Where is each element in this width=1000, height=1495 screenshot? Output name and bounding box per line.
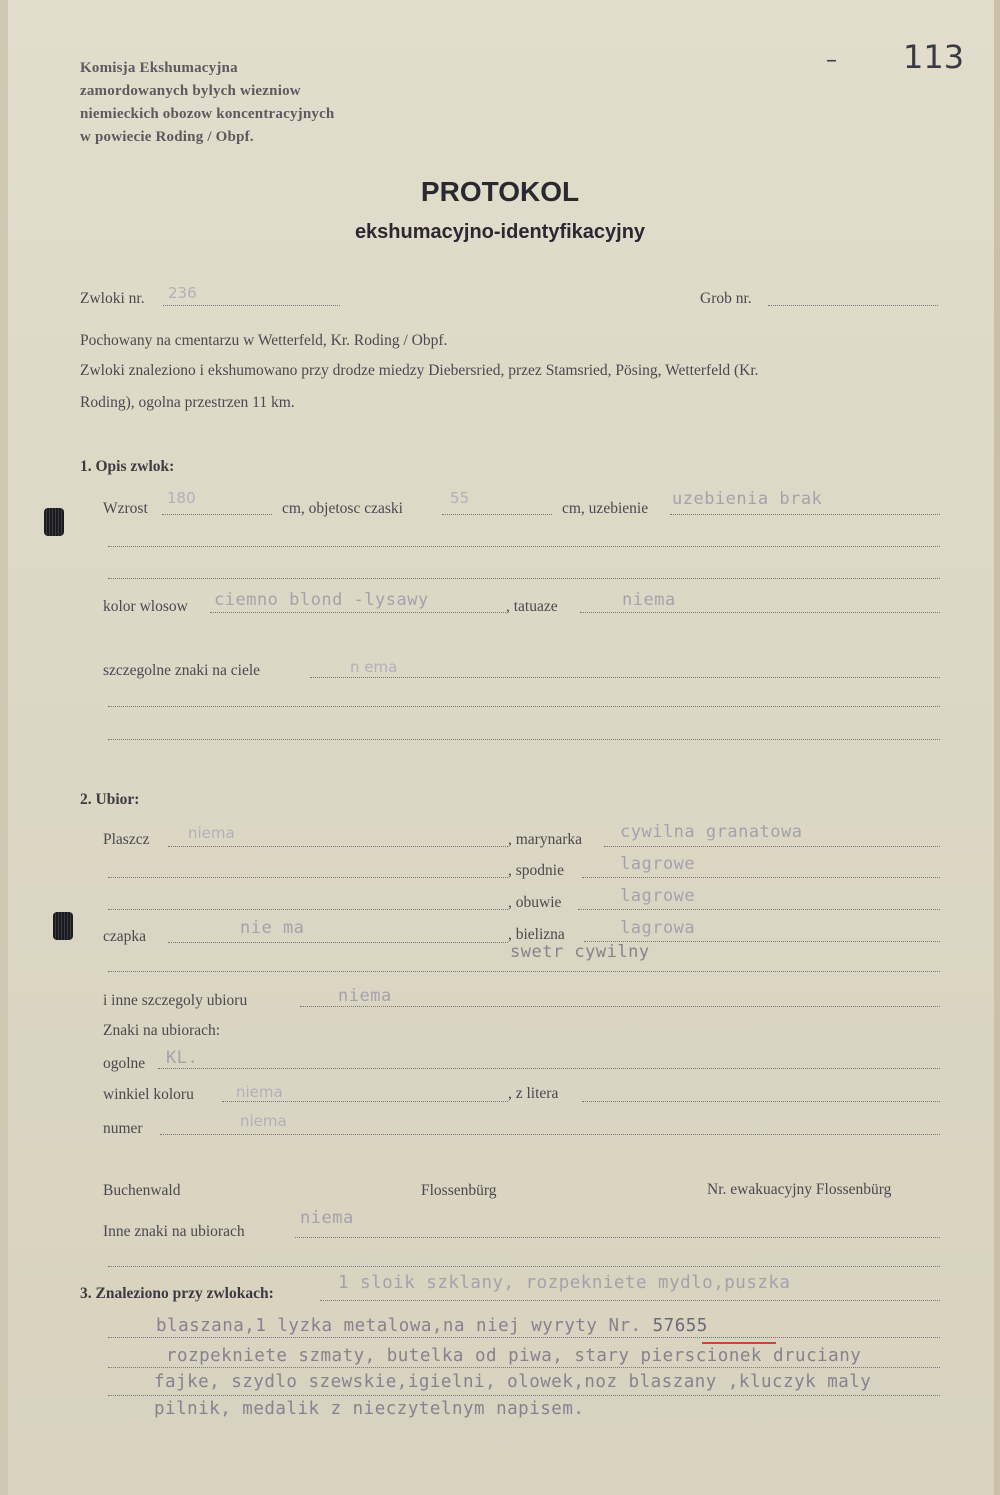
spodnie-line <box>582 877 940 878</box>
ogolne-line <box>158 1068 940 1069</box>
obuwie-label: , obuwie <box>508 894 562 911</box>
inne-znaki-label: Inne znaki na ubiorach <box>103 1223 245 1240</box>
binder-hole-mark <box>44 508 64 536</box>
winkiel-line <box>222 1101 508 1102</box>
buchenwald-label: Buchenwald <box>103 1182 181 1199</box>
zwloki-line <box>163 305 340 306</box>
tatuaze-line <box>580 612 940 613</box>
marynarka-line <box>604 846 940 847</box>
blank-line <box>108 739 940 740</box>
czapka-label: czapka <box>103 928 147 945</box>
bielizna-value: lagrowa <box>620 918 696 938</box>
czaszka-line <box>442 514 552 515</box>
tatuaze-value: niema <box>622 590 676 610</box>
numer-value: niema <box>240 1112 287 1130</box>
zwloki-label: Zwloki nr. <box>80 290 145 307</box>
inne-znaki-value: niema <box>300 1208 354 1228</box>
wzrost-line <box>162 514 272 515</box>
obuwie-value: lagrowe <box>620 886 696 906</box>
found-items-line-2 <box>156 1316 708 1336</box>
winkiel-label: winkiel koloru <box>103 1086 194 1103</box>
uzebienie-label: cm, uzebienie <box>562 500 649 517</box>
winkiel-value: niema <box>236 1083 283 1101</box>
uzebienie-value: uzebienia brak <box>672 489 823 509</box>
header-line-1: Komisja Ekshumacyjna <box>80 60 238 76</box>
red-underline <box>702 1342 776 1344</box>
grob-label: Grob nr. <box>700 290 752 307</box>
header-line-3: niemieckich obozow koncentracyjnych <box>80 106 335 122</box>
litera-line <box>582 1101 940 1102</box>
tatuaze-label: , tatuaze <box>506 598 558 615</box>
zwloki-value: 236 <box>168 284 197 302</box>
found-line <box>108 1337 940 1338</box>
znaki-cialo-line <box>310 677 940 678</box>
found-line <box>320 1300 940 1301</box>
section-1-heading: 1. Opis zwlok: <box>80 458 175 475</box>
wlosy-value: ciemno blond -lysawy <box>214 590 429 610</box>
czapka-line <box>168 942 508 943</box>
section-2-heading: 2. Ubior: <box>80 791 140 808</box>
znaki-cialo-label: szczegolne znaki na ciele <box>103 662 261 679</box>
blank-line <box>108 706 940 707</box>
inne-szczegoly-line <box>300 1006 940 1007</box>
czaszka-value: 55 <box>450 489 470 507</box>
numer-line <box>160 1134 940 1135</box>
sweter-value: swetr cywilny <box>510 942 650 962</box>
inne-szczegoly-value: niema <box>338 986 392 1006</box>
obuwie-line <box>578 909 940 910</box>
found-line <box>108 1395 940 1396</box>
header-line-2: zamordowanych bylych wiezniow <box>80 83 301 99</box>
czapka-value: nie ma <box>240 918 305 938</box>
found-items-line-2-text: blaszana,1 lyzka metalowa,na niej wyryty Nr. <box>156 1316 642 1336</box>
binder-hole-mark <box>53 912 73 940</box>
czaszka-label: cm, objetosc czaski <box>282 500 403 517</box>
intro-line-2: Zwloki znaleziono i ekshumowano przy drodze miedzy Diebersried, przez Stamsried, Pösing, Wetterfeld (Kr. <box>80 362 759 379</box>
ogolne-label: ogolne <box>103 1055 146 1072</box>
intro-line-3: Roding), ogolna przestrzen 11 km. <box>80 394 295 411</box>
document-title: PROTOKOL <box>420 176 580 207</box>
blank-line <box>108 909 508 910</box>
inne-znaki-line <box>295 1237 940 1238</box>
found-items-line-5: pilnik, medalik z nieczytelnym napisem. <box>154 1399 585 1419</box>
wzrost-value: 180 <box>167 489 196 507</box>
nr-ewakuacyjny-label: Nr. ewakuacyjny Flossenbürg <box>707 1181 892 1198</box>
plaszcz-label: Plaszcz <box>103 831 150 848</box>
found-items-line-1: 1 sloik szklany, rozpekniete mydlo,puszka <box>338 1273 791 1293</box>
page-number: 113 <box>903 38 965 76</box>
marynarka-label: , marynarka <box>508 831 583 848</box>
blank-line <box>108 877 508 878</box>
bielizna-label: , bielizna <box>508 926 565 943</box>
blank-line <box>108 546 940 547</box>
blank-line <box>108 971 940 972</box>
wlosy-label: kolor wlosow <box>103 598 188 615</box>
grob-line <box>768 305 938 306</box>
section-3-heading: 3. Znaleziono przy zwlokach: <box>80 1285 274 1302</box>
inne-szczegoly-label: i inne szczegoly ubioru <box>103 992 248 1009</box>
engraved-number: 57655 <box>652 1316 708 1336</box>
header-line-4: w powiecie Roding / Obpf. <box>80 129 254 145</box>
uzebienie-line <box>670 514 940 515</box>
wzrost-label: Wzrost <box>103 500 148 517</box>
marynarka-value: cywilna granatowa <box>620 822 803 842</box>
wlosy-line <box>210 612 506 613</box>
spodnie-label: , spodnie <box>508 862 564 879</box>
found-items-line-3: rozpekniete szmaty, butelka od piwa, stary pierscionek druciany <box>166 1346 862 1366</box>
numer-label: numer <box>103 1120 143 1137</box>
intro-line-1: Pochowany na cmentarzu w Wetterfeld, Kr. Roding / Obpf. <box>80 332 448 349</box>
znaki-ubiory-heading: Znaki na ubiorach: <box>103 1022 221 1039</box>
found-items-line-4: fajke, szydlo szewskie,igielni, olowek,noz blaszany ,kluczyk maly <box>154 1372 872 1392</box>
page-dash: – <box>826 48 837 73</box>
document-subtitle: ekshumacyjno-identyfikacyjny <box>354 221 646 243</box>
found-line <box>108 1367 940 1368</box>
znaki-cialo-value: n ema <box>350 658 398 676</box>
blank-line <box>108 1266 940 1267</box>
plaszcz-value: niema <box>188 824 235 842</box>
plaszcz-line <box>168 846 508 847</box>
flossenburg-label: Flossenbürg <box>421 1182 497 1199</box>
spodnie-value: lagrowe <box>620 854 696 874</box>
ogolne-value: KL. <box>166 1048 199 1068</box>
blank-line <box>108 578 940 579</box>
litera-label: , z litera <box>508 1085 559 1102</box>
